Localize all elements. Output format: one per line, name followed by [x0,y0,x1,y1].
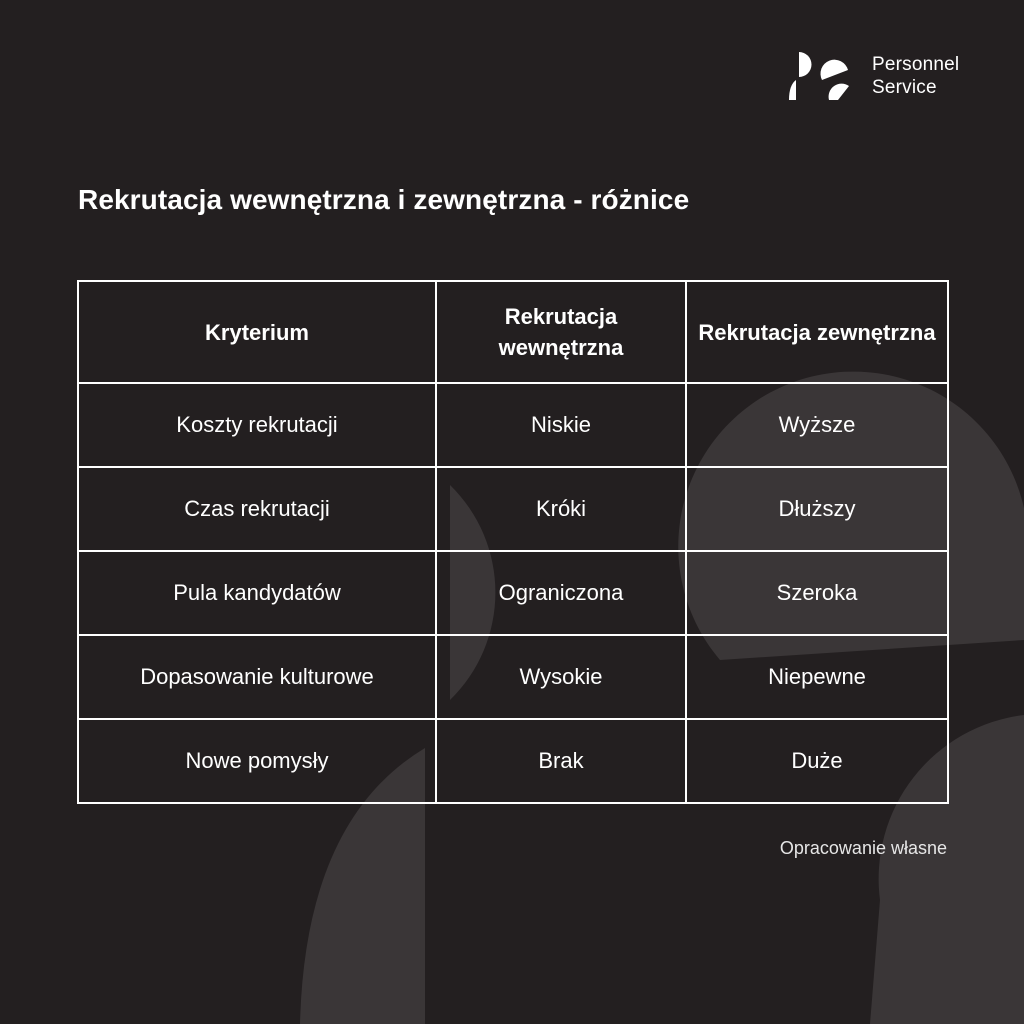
table-row [78,719,948,803]
brand-name [872,53,959,99]
comparison-table [77,280,949,804]
source-note: Opracowanie własne [779,838,947,858]
brand-logo [788,50,959,102]
table-cell-criterion: Dopasowanie kulturowe [78,635,436,719]
table-header-row [78,281,948,383]
table-cell-internal: Wysokie [436,635,686,719]
table-row [78,467,948,551]
table-cell-criterion: Pula kandydatów [78,551,436,635]
table-cell-criterion: Koszty rekrutacji [78,383,436,467]
table-row [78,551,948,635]
table-cell-internal: Brak [436,719,686,803]
table-row [78,635,948,719]
table-cell-internal: Ograniczona [436,551,686,635]
ps-monogram-icon [788,50,856,102]
table-cell-external: Duże [686,719,948,803]
brand-name-line1: Personnel [872,54,960,75]
table-cell-external: Dłuższy [686,467,948,551]
table-cell-criterion: Czas rekrutacji [78,467,436,551]
table-cell-internal: Króki [436,467,686,551]
header-kryterium: Kryterium [78,281,436,383]
header-rekrutacja-zewnetrzna: Rekrutacja zewnętrzna [686,281,948,383]
table-cell-external: Niepewne [686,635,948,719]
table-cell-internal: Niskie [436,383,686,467]
table-cell-criterion: Nowe pomysły [78,719,436,803]
table-row [78,383,948,467]
header-rekrutacja-wewnetrzna: Rekrutacja wewnętrzna [436,281,686,383]
table-cell-external: Wyższe [686,383,948,467]
page-title: Rekrutacja wewnętrzna i zewnętrzna - różnice [78,184,690,215]
table-cell-external: Szeroka [686,551,948,635]
brand-name-line2: Service [872,77,937,98]
